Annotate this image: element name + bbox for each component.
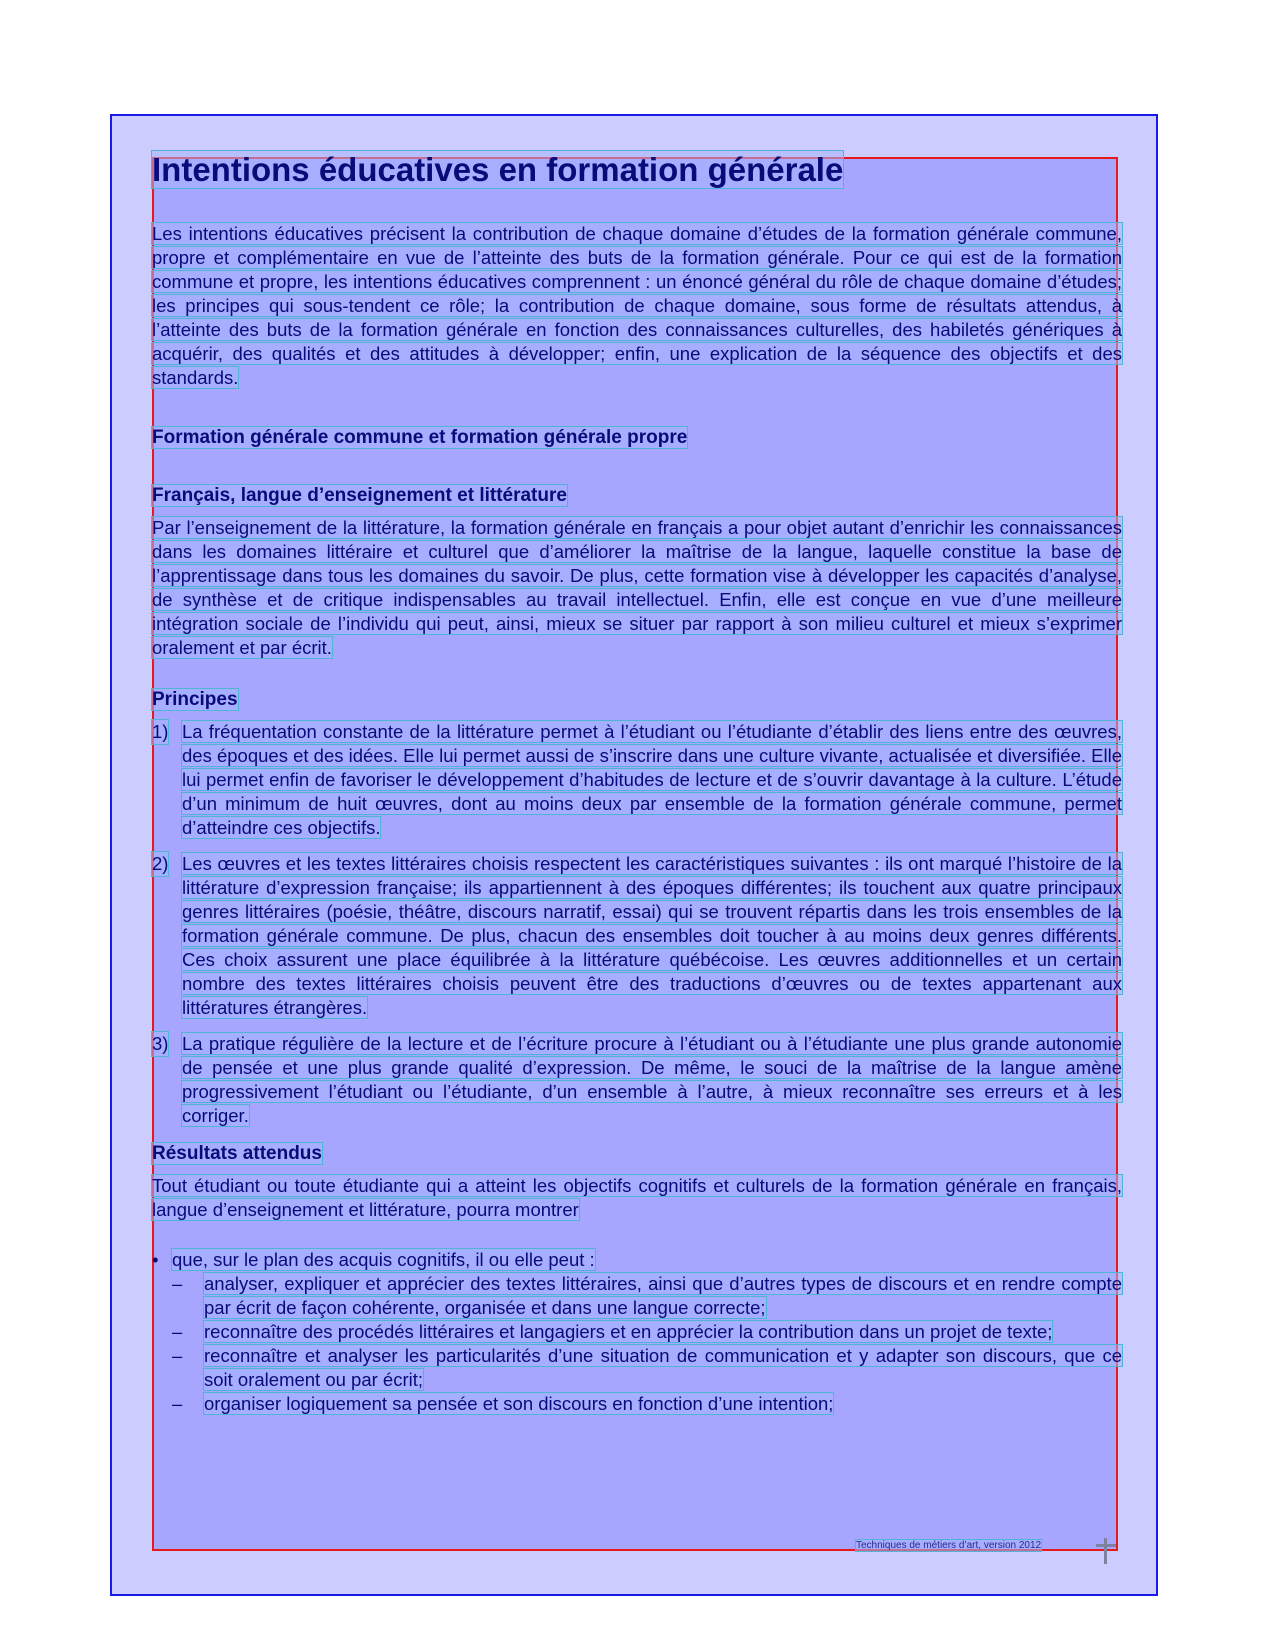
section-heading [152,426,1122,450]
dash-icon: – [172,1321,183,1342]
dash-icon: – [172,1273,183,1294]
principe-text: Les œuvres et les textes littéraires choisis respectent les caractéristiques suivantes : ils ont marqué l’histoire de la littérature d’expression française; ils appartiennent à des époques différentes; ils touchent aux quatre principaux genres littéraires (poésie, théâtre, discours narratif, essai) qui se trouvent répartis dans les trois ensembles de la formation générale commune. De plus, chacun des ensembles doit toucher à au moins deux genres différents. Ces choix assurent une place équilibrée à la littérature québécoise. Les œuvres additionnelles et un certain nombre des textes littéraires choisis peuvent être des traductions d’œuvres ou de textes appartenant aux littératures étrangères. [182,853,1122,1018]
page-title-text: Intentions éducatives en formation générale [152,151,844,188]
principe-number: 3) [152,1033,169,1054]
principe-text: La pratique régulière de la lecture et de l’écriture procure à l’étudiant ou à l’étudiante une plus grande autonomie de pensée et une plus grande qualité d’expression. De même, le souci de la maîtrise de la langue amène progressivement l’étudiant ou l’étudiante, d’un ensemble à l’autre, à mieux reconnaître ses erreurs et à les corriger. [182,1033,1122,1126]
principe-text: La fréquentation constante de la littérature permet à l’étudiant ou l’étudiante d’établir des liens entre des œuvres, des époques et des idées. Elle lui permet aussi de s’inscrire dans une culture vivante, actualisée et diversifiée. Elle lui permet enfin de favoriser le développement d’habitudes de lecture et de s’ouvrir davantage à la culture. L’étude d’un minimum de huit œuvres, dont au moins deux par ensemble de la formation générale commune, permet d’atteindre ces objectifs. [182,721,1122,838]
principes-list [152,720,1122,1128]
principe-item [152,720,1122,840]
principes-heading-text: Principes [152,689,238,710]
dash-item [172,1272,1122,1320]
dash-icon: – [172,1345,183,1366]
intro-text: Les intentions éducatives précisent la contribution de chaque domaine d’études de la formation générale commune, propre et complémentaire en vue de l’atteinte des buts de la formation générale. Pour ce qui est de la formation commune et propre, les intentions éducatives comprennent : un énoncé général du rôle de chaque domaine d’études; les principes qui sous-tendent ce rôle; la contribution de chaque domaine, sous forme de résultats attendus, à l’atteinte des buts de la formation générale en fonction des connaissances culturelles, des habiletés génériques à acquérir, des qualités et des attitudes à développer; enfin, une explication de la séquence des objectifs et des standards. [152,223,1122,388]
subsection-heading [152,484,1122,508]
page-footer [856,1540,1041,1551]
dash-icon: – [172,1393,183,1414]
page-title [152,150,1122,190]
page-marker-bar-icon [1096,1544,1116,1547]
page-marker-icon [1104,1538,1107,1564]
bullet-text: que, sur le plan des acquis cognitifs, il ou elle peut : [172,1249,595,1270]
resultats-heading-text: Résultats attendus [152,1143,322,1164]
dash-item-text: reconnaître des procédés littéraires et langagiers et en apprécier la contribution dans un projet de texte; [204,1321,1053,1342]
subsection-text: Par l’enseignement de la littérature, la formation générale en français a pour objet autant d’enrichir les connaissances dans les domaines littéraire et culturel que d’améliorer la maîtrise de la langue, laquelle constitue la base de l’apprentissage dans tous les domaines du savoir. De plus, cette formation vise à développer les capacités d’analyse, de synthèse et de critique indispensables au travail intellectuel. Enfin, elle est conçue en vue d’une meilleure intégration sociale de l’individu qui peut, ainsi, mieux se situer par rapport à son milieu culturel et mieux s’exprimer oralement et par écrit. [152,517,1122,658]
dash-item [172,1320,1122,1344]
principes-heading [152,688,1122,712]
dash-item-text: analyser, expliquer et apprécier des textes littéraires, ainsi que d’autres types de discours et en rendre compte par écrit de façon cohérente, organisée et dans une langue correcte; [204,1273,1122,1318]
principe-number: 2) [152,853,169,874]
dash-item-text: reconnaître et analyser les particularités d’une situation de communication et y adapter son discours, que ce soit oralement ou par écrit; [204,1345,1122,1390]
dash-item [172,1344,1122,1392]
dash-item-text: organiser logiquement sa pensée et son discours en fonction d’une intention; [204,1393,834,1414]
subsection-paragraph [152,516,1122,660]
subsection-heading-text: Français, langue d’enseignement et littérature [152,485,567,506]
document-body [152,150,1122,1416]
principe-item [152,1032,1122,1128]
intro-paragraph [152,222,1122,390]
footer-text: Techniques de métiers d’art, version 2012 [856,1540,1042,1551]
resultats-heading [152,1142,1122,1166]
resultats-text: Tout étudiant ou toute étudiante qui a atteint les objectifs cognitifs et culturels de la formation générale en français, langue d’enseignement et littérature, pourra montrer [152,1175,1122,1220]
principe-number: 1) [152,721,169,742]
resultats-paragraph [152,1174,1122,1222]
section-heading-text: Formation générale commune et formation générale propre [152,427,688,448]
acquis-block [152,1248,1122,1416]
bullet-item [152,1248,1122,1272]
bullet-icon: • [152,1249,159,1270]
principe-item [152,852,1122,1020]
dash-list [152,1272,1122,1416]
dash-item [172,1392,1122,1416]
